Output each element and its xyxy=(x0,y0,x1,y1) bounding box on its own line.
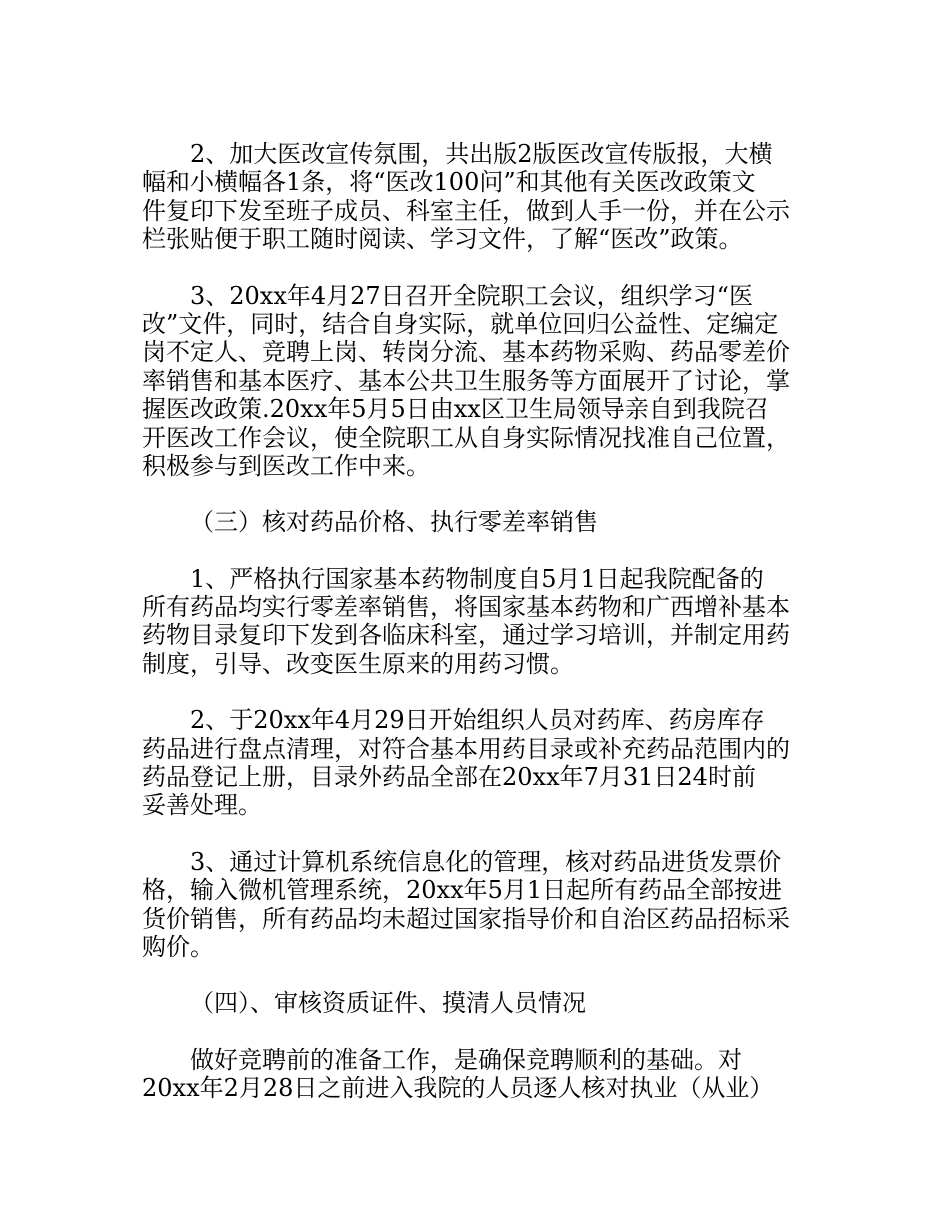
text-line: 格，输入微机管理系统，20xx年5月1日起所有药品全部按进 xyxy=(142,876,783,905)
body-paragraph xyxy=(142,282,812,481)
text-line: 2、加大医改宣传氛围，共出版2版医改宣传版报，大横 xyxy=(190,140,773,168)
text-line: 所有药品均实行零差率销售，将国家基本药物和广西增补基本 xyxy=(142,593,790,622)
text-line: 购价。 xyxy=(142,932,214,961)
text-line: 2、于20xx年4月29日开始组织人员对药库、药房库存 xyxy=(190,706,765,735)
text-line: 栏张贴便于职工随时阅读、学习文件，了解“医改”政策。 xyxy=(142,225,743,254)
body-paragraph xyxy=(142,706,812,820)
text-line: 制度，引导、改变医生原来的用药习惯。 xyxy=(142,649,574,678)
text-line: （三）核对药品价格、执行零差率销售 xyxy=(190,508,598,537)
text-line: 药物目录复印下发到各临床科室，通过学习培训，并制定用药 xyxy=(142,621,790,650)
text-line: 药品登记上册，目录外药品全部在20xx年7月31日24时前 xyxy=(142,763,756,792)
text-line: 岗不定人、竞聘上岗、转岗分流、基本药物采购、药品零差价 xyxy=(142,338,790,367)
section-heading xyxy=(142,989,812,1017)
text-line: 货价销售，所有药品均未超过国家指导价和自治区药品招标采 xyxy=(142,904,790,933)
text-line: 3、通过计算机系统信息化的管理，核对药品进货发票价 xyxy=(190,847,782,876)
text-line: 1、严格执行国家基本药物制度自5月1日起我院配备的 xyxy=(190,564,764,593)
text-line: 开医改工作会议，使全院职工从自身实际情况找准自己位置， xyxy=(142,423,790,452)
document-page xyxy=(142,140,812,1131)
text-line: 幅和小横幅各1条，将“医改100问”和其他有关医改政策文 xyxy=(142,168,756,197)
body-paragraph xyxy=(142,1046,812,1103)
text-line: 做好竞聘前的准备工作，是确保竞聘顺利的基础。对 xyxy=(190,1045,742,1074)
text-line: 率销售和基本医疗、基本公共卫生服务等方面展开了讨论，掌 xyxy=(142,366,790,395)
section-heading xyxy=(142,508,812,536)
text-line: 积极参与到医改工作中来。 xyxy=(142,451,430,480)
body-paragraph xyxy=(142,140,812,254)
text-line: （四）、审核资质证件、摸清人员情况 xyxy=(190,989,586,1018)
text-line: 件复印下发至班子成员、科室主任，做到人手一份，并在公示 xyxy=(142,196,790,225)
text-line: 改”文件，同时，结合自身实际，就单位回归公益性、定编定 xyxy=(142,309,779,338)
body-paragraph xyxy=(142,848,812,962)
body-paragraph xyxy=(142,565,812,679)
text-line: 妥善处理。 xyxy=(142,791,262,820)
text-line: 3、20xx年4月27日召开全院职工会议，组织学习“医 xyxy=(190,281,753,310)
text-line: 20xx年2月28日之前进入我院的人员逐人核对执业（从业） xyxy=(142,1074,774,1103)
text-line: 药品进行盘点清理，对符合基本用药目录或补充药品范围内的 xyxy=(142,734,790,763)
text-line: 握医改政策.20xx年5月5日由xx区卫生局领导亲自到我院召 xyxy=(142,395,769,424)
